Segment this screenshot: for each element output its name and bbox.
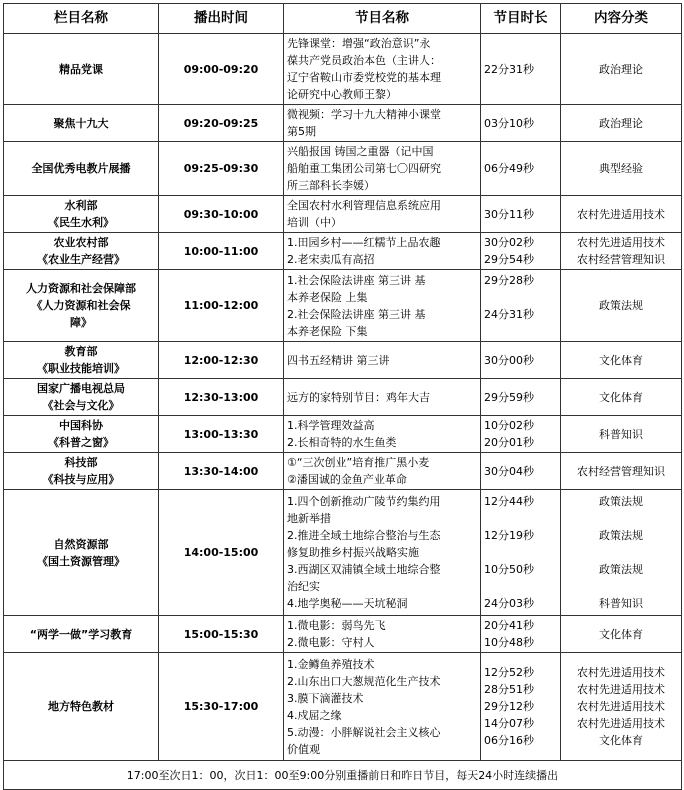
- column-name-cell: [4, 616, 159, 653]
- category-cell-line: [564, 544, 678, 561]
- program-title-cell: [284, 490, 481, 616]
- program-title-cell: [284, 34, 481, 105]
- table-row: [4, 416, 682, 453]
- program-title-cell: [284, 196, 481, 233]
- category-cell-line: 政治理论: [599, 62, 643, 76]
- category-cell-line: 科普知识: [599, 427, 643, 441]
- program-title-cell-line: 1.金鳟鱼养殖技术: [287, 657, 375, 671]
- table-row: [4, 379, 682, 416]
- duration-cell-line: 06分49秒: [484, 162, 534, 175]
- column-name-cell-line: 聚焦十九大: [53, 116, 109, 130]
- header-air-time: 播出时间: [159, 4, 284, 34]
- duration-cell-line: 22分31秒: [484, 62, 534, 76]
- category-cell-line: 政策法规: [599, 529, 643, 542]
- program-title-cell-line: 2.老宋卖瓜有高招: [287, 253, 375, 266]
- program-title-cell: [284, 453, 481, 490]
- program-title-cell-line: 论研究中心教师王黎）: [287, 88, 397, 101]
- duration-cell: [481, 142, 561, 196]
- table-row: [4, 142, 682, 196]
- program-title-cell-line: 兴船报国 铸国之重器（记中国: [287, 145, 434, 158]
- category-cell-line: 文化体育: [599, 390, 643, 404]
- air-time-cell: 14:00-15:00: [159, 490, 284, 616]
- duration-cell: [481, 490, 561, 616]
- duration-cell-line: 29分59秒: [484, 390, 534, 404]
- column-name-cell-line: 农业农村部: [53, 236, 109, 249]
- duration-cell-line: [484, 323, 557, 340]
- duration-cell-line: 29分28秒: [484, 273, 534, 287]
- duration-cell-line: 30分11秒: [484, 207, 534, 221]
- program-title-cell-line: 2.长相奇特的水生鱼类: [287, 436, 397, 449]
- column-name-cell-line: 地方特色教材: [48, 700, 114, 713]
- category-cell: [561, 490, 682, 616]
- program-title-cell-line: ②潘国诚的金鱼产业革命: [287, 473, 407, 486]
- air-time-cell: 15:00-15:30: [159, 616, 284, 653]
- duration-cell-line: 20分41秒: [484, 619, 534, 632]
- duration-cell-line: [484, 510, 557, 527]
- column-name-cell-line: 科技部: [64, 456, 98, 469]
- category-cell: [561, 270, 682, 342]
- duration-cell-line: 12分19秒: [484, 529, 534, 542]
- column-name-cell: [4, 490, 159, 616]
- duration-cell: [481, 616, 561, 653]
- category-cell-line: 文化体育: [599, 734, 643, 747]
- program-title-cell-line: 4.戍屈之缘: [287, 708, 342, 722]
- duration-cell: [481, 34, 561, 105]
- column-name-cell-line: 《科技与应用》: [42, 473, 120, 486]
- schedule-table: [3, 3, 682, 790]
- program-title-cell-line: 2.推进全域土地综合整治与生态: [287, 529, 441, 542]
- program-title-cell-line: 船舶重工集团公司第七〇四研究: [287, 162, 441, 175]
- program-title-cell-line: 2.山东出口大葱规范化生产技术: [287, 674, 441, 688]
- column-name-cell: [4, 233, 159, 270]
- program-title-cell: [284, 233, 481, 270]
- category-cell-line: [564, 578, 678, 595]
- program-title-cell-line: 2.社会保险法讲座 第三讲 基: [287, 307, 426, 321]
- category-cell: [561, 416, 682, 453]
- column-name-cell: [4, 196, 159, 233]
- duration-cell-line: 24分03秒: [484, 597, 534, 610]
- table-row: [4, 453, 682, 490]
- category-cell: [561, 453, 682, 490]
- program-title-cell-line: 价值观: [287, 742, 320, 756]
- air-time-cell: 11:00-12:00: [159, 270, 284, 342]
- program-title-cell-line: 葆共产党员政治本色（主讲人：: [287, 54, 441, 67]
- category-cell-line: 文化体育: [599, 627, 643, 641]
- program-title-cell: [284, 105, 481, 142]
- program-title-cell-line: 地新举措: [287, 512, 331, 525]
- duration-cell-line: 12分44秒: [484, 495, 534, 508]
- column-name-cell-line: 人力资源和社会保障部: [26, 282, 136, 295]
- program-title-cell-line: 全国农村水利管理信息系统应用: [287, 199, 441, 212]
- duration-cell-line: 30分00秒: [484, 353, 534, 367]
- program-title-cell: [284, 142, 481, 196]
- program-title-cell-line: 先锋课堂：增强“政治意识”永: [287, 37, 431, 50]
- duration-cell-line: 20分01秒: [484, 436, 534, 449]
- program-title-cell: [284, 616, 481, 653]
- table-row: [4, 342, 682, 379]
- column-name-cell-line: “两学一做”学习教育: [29, 627, 133, 641]
- column-name-cell: [4, 142, 159, 196]
- column-name-cell-line: 《社会与文化》: [42, 399, 120, 412]
- program-title-cell-line: 2.微电影：守村人: [287, 636, 375, 649]
- column-name-cell-line: 全国优秀电教片展播: [31, 162, 131, 175]
- column-name-cell-line: 自然资源部: [53, 537, 109, 551]
- duration-cell-line: 30分02秒: [484, 236, 534, 249]
- duration-cell: [481, 105, 561, 142]
- category-cell: [561, 342, 682, 379]
- table-row: [4, 270, 682, 342]
- duration-cell-line: 10分02秒: [484, 419, 534, 432]
- column-name-cell-line: 中国科协: [59, 419, 103, 432]
- duration-cell: [481, 196, 561, 233]
- duration-cell-line: 29分54秒: [484, 253, 534, 266]
- footer-row: [4, 761, 682, 790]
- duration-cell: [481, 416, 561, 453]
- category-cell-line: 农村先进适用技术: [577, 683, 665, 696]
- column-name-cell: [4, 105, 159, 142]
- program-title-cell: [284, 270, 481, 342]
- column-name-cell-line: 障》: [70, 316, 92, 329]
- column-name-cell: [4, 270, 159, 342]
- program-title-cell-line: 本养老保险 上集: [287, 290, 368, 304]
- column-name-cell-line: 《农业生产经营》: [37, 253, 125, 266]
- column-name-cell-line: 《科普之窗》: [48, 436, 114, 449]
- program-title-cell-line: 本养老保险 下集: [287, 324, 368, 338]
- program-title-cell-line: 3.西湖区双浦镇全域土地综合整: [287, 563, 441, 576]
- program-title-cell-line: 1.四个创新推动广陵节约集约用: [287, 495, 441, 508]
- program-title-cell-line: 1.社会保险法讲座 第三讲 基: [287, 273, 426, 287]
- table-row: [4, 616, 682, 653]
- header-column-name: 栏目名称: [4, 4, 159, 34]
- category-cell-line: 农村先进适用技术: [577, 207, 665, 221]
- air-time-cell: 13:30-14:00: [159, 453, 284, 490]
- program-title-cell: [284, 379, 481, 416]
- program-title-cell-line: 辽宁省鞍山市委党校党的基本理: [287, 71, 441, 84]
- category-cell: [561, 653, 682, 761]
- duration-cell-line: 06分16秒: [484, 734, 534, 747]
- category-cell-line: 政策法规: [599, 299, 643, 312]
- table-row: [4, 233, 682, 270]
- program-title-cell-line: 1.田园乡村——红糯节上品农趣: [287, 236, 441, 249]
- duration-cell: [481, 453, 561, 490]
- air-time-cell: 09:30-10:00: [159, 196, 284, 233]
- category-cell-line: 政策法规: [599, 563, 643, 576]
- header-category: 内容分类: [561, 4, 682, 34]
- column-name-cell: [4, 379, 159, 416]
- air-time-cell: 13:00-13:30: [159, 416, 284, 453]
- category-cell: [561, 379, 682, 416]
- air-time-cell: 09:20-09:25: [159, 105, 284, 142]
- category-cell: [561, 616, 682, 653]
- program-title-cell-line: 所三部科长李媛）: [287, 179, 375, 192]
- duration-cell-line: 10分48秒: [484, 636, 534, 649]
- program-title-cell: [284, 342, 481, 379]
- duration-cell-line: 24分31秒: [484, 307, 534, 321]
- category-cell-line: 政治理论: [599, 116, 643, 130]
- category-cell-line: 农村先进适用技术: [577, 236, 665, 249]
- program-title-cell-line: 5.动漫：小胖解说社会主义核心: [287, 725, 441, 739]
- category-cell-line: 农村先进适用技术: [577, 717, 665, 730]
- column-name-cell-line: 水利部: [64, 199, 98, 212]
- header-program-title: 节目名称: [284, 4, 481, 34]
- column-name-cell: [4, 453, 159, 490]
- duration-cell-line: 29分12秒: [484, 700, 534, 713]
- column-name-cell-line: 《国土资源管理》: [37, 554, 125, 568]
- category-cell-line: 农村先进适用技术: [577, 666, 665, 679]
- program-title-cell-line: 第5期: [287, 125, 316, 138]
- program-title-cell: [284, 653, 481, 761]
- program-title-cell-line: 4.地学奥秘——天坑秘洞: [287, 597, 408, 610]
- duration-cell-line: [484, 578, 557, 595]
- program-title-cell-line: 四书五经精讲 第三讲: [287, 353, 390, 367]
- program-title-cell: [284, 416, 481, 453]
- rebroadcast-note: 17:00至次日1：00，次日1：00至9:00分别重播前日和昨日节目，每天24小时连续播出: [4, 761, 682, 790]
- column-name-cell: [4, 342, 159, 379]
- header-duration: 节目时长: [481, 4, 561, 34]
- air-time-cell: 12:30-13:00: [159, 379, 284, 416]
- table-row: [4, 653, 682, 761]
- column-name-cell-line: 《人力资源和社会保: [31, 299, 131, 312]
- table-row: [4, 105, 682, 142]
- table-row: [4, 490, 682, 616]
- table-row: [4, 34, 682, 105]
- column-name-cell-line: 《职业技能培训》: [37, 362, 125, 375]
- program-title-cell-line: 1.微电影：弱鸟先飞: [287, 619, 386, 632]
- category-cell: [561, 196, 682, 233]
- column-name-cell: [4, 416, 159, 453]
- program-title-cell-line: ①“三次创业”培育推广黑小麦: [287, 456, 430, 469]
- category-cell: [561, 105, 682, 142]
- category-cell-line: 典型经验: [599, 162, 643, 175]
- duration-cell: [481, 233, 561, 270]
- duration-cell-line: [484, 544, 557, 561]
- category-cell-line: 农村经营管理知识: [577, 464, 665, 478]
- duration-cell-line: 28分51秒: [484, 683, 534, 696]
- header-row: [4, 4, 682, 34]
- program-title-cell-line: 治纪实: [287, 580, 320, 593]
- column-name-cell: [4, 653, 159, 761]
- program-title-cell-line: 远方的家特别节目：鸡年大吉: [287, 390, 430, 404]
- duration-cell-line: [484, 289, 557, 306]
- category-cell: [561, 34, 682, 105]
- air-time-cell: 12:00-12:30: [159, 342, 284, 379]
- category-cell-line: [564, 510, 678, 527]
- duration-cell: [481, 270, 561, 342]
- air-time-cell: 09:25-09:30: [159, 142, 284, 196]
- duration-cell: [481, 379, 561, 416]
- column-name-cell-line: 教育部: [64, 345, 98, 358]
- column-name-cell: [4, 34, 159, 105]
- duration-cell: [481, 653, 561, 761]
- program-title-cell-line: 1.科学管理效益高: [287, 419, 375, 432]
- program-title-cell-line: 微视频：学习十九大精神小课堂: [287, 108, 441, 121]
- program-title-cell-line: 修复助推乡村振兴战略实施: [287, 546, 419, 559]
- air-time-cell: 09:00-09:20: [159, 34, 284, 105]
- table-row: [4, 196, 682, 233]
- category-cell-line: 农村先进适用技术: [577, 700, 665, 713]
- duration-cell-line: 14分07秒: [484, 717, 534, 730]
- category-cell-line: 政策法规: [599, 495, 643, 508]
- category-cell: [561, 233, 682, 270]
- category-cell-line: 文化体育: [599, 353, 643, 367]
- duration-cell: [481, 342, 561, 379]
- air-time-cell: 10:00-11:00: [159, 233, 284, 270]
- category-cell-line: 科普知识: [599, 597, 643, 610]
- duration-cell-line: 12分52秒: [484, 666, 534, 679]
- duration-cell-line: 03分10秒: [484, 116, 534, 130]
- schedule-body: [4, 34, 682, 761]
- category-cell: [561, 142, 682, 196]
- column-name-cell-line: 国家广播电视总局: [37, 382, 125, 395]
- duration-cell-line: 10分50秒: [484, 563, 534, 576]
- category-cell-line: 农村经营管理知识: [577, 253, 665, 266]
- program-title-cell-line: 培训（中）: [287, 216, 342, 229]
- column-name-cell-line: 精品党课: [59, 62, 103, 76]
- air-time-cell: 15:30-17:00: [159, 653, 284, 761]
- program-title-cell-line: 3.膜下滴灌技术: [287, 691, 364, 705]
- column-name-cell-line: 《民生水利》: [48, 216, 114, 229]
- duration-cell-line: 30分04秒: [484, 464, 534, 478]
